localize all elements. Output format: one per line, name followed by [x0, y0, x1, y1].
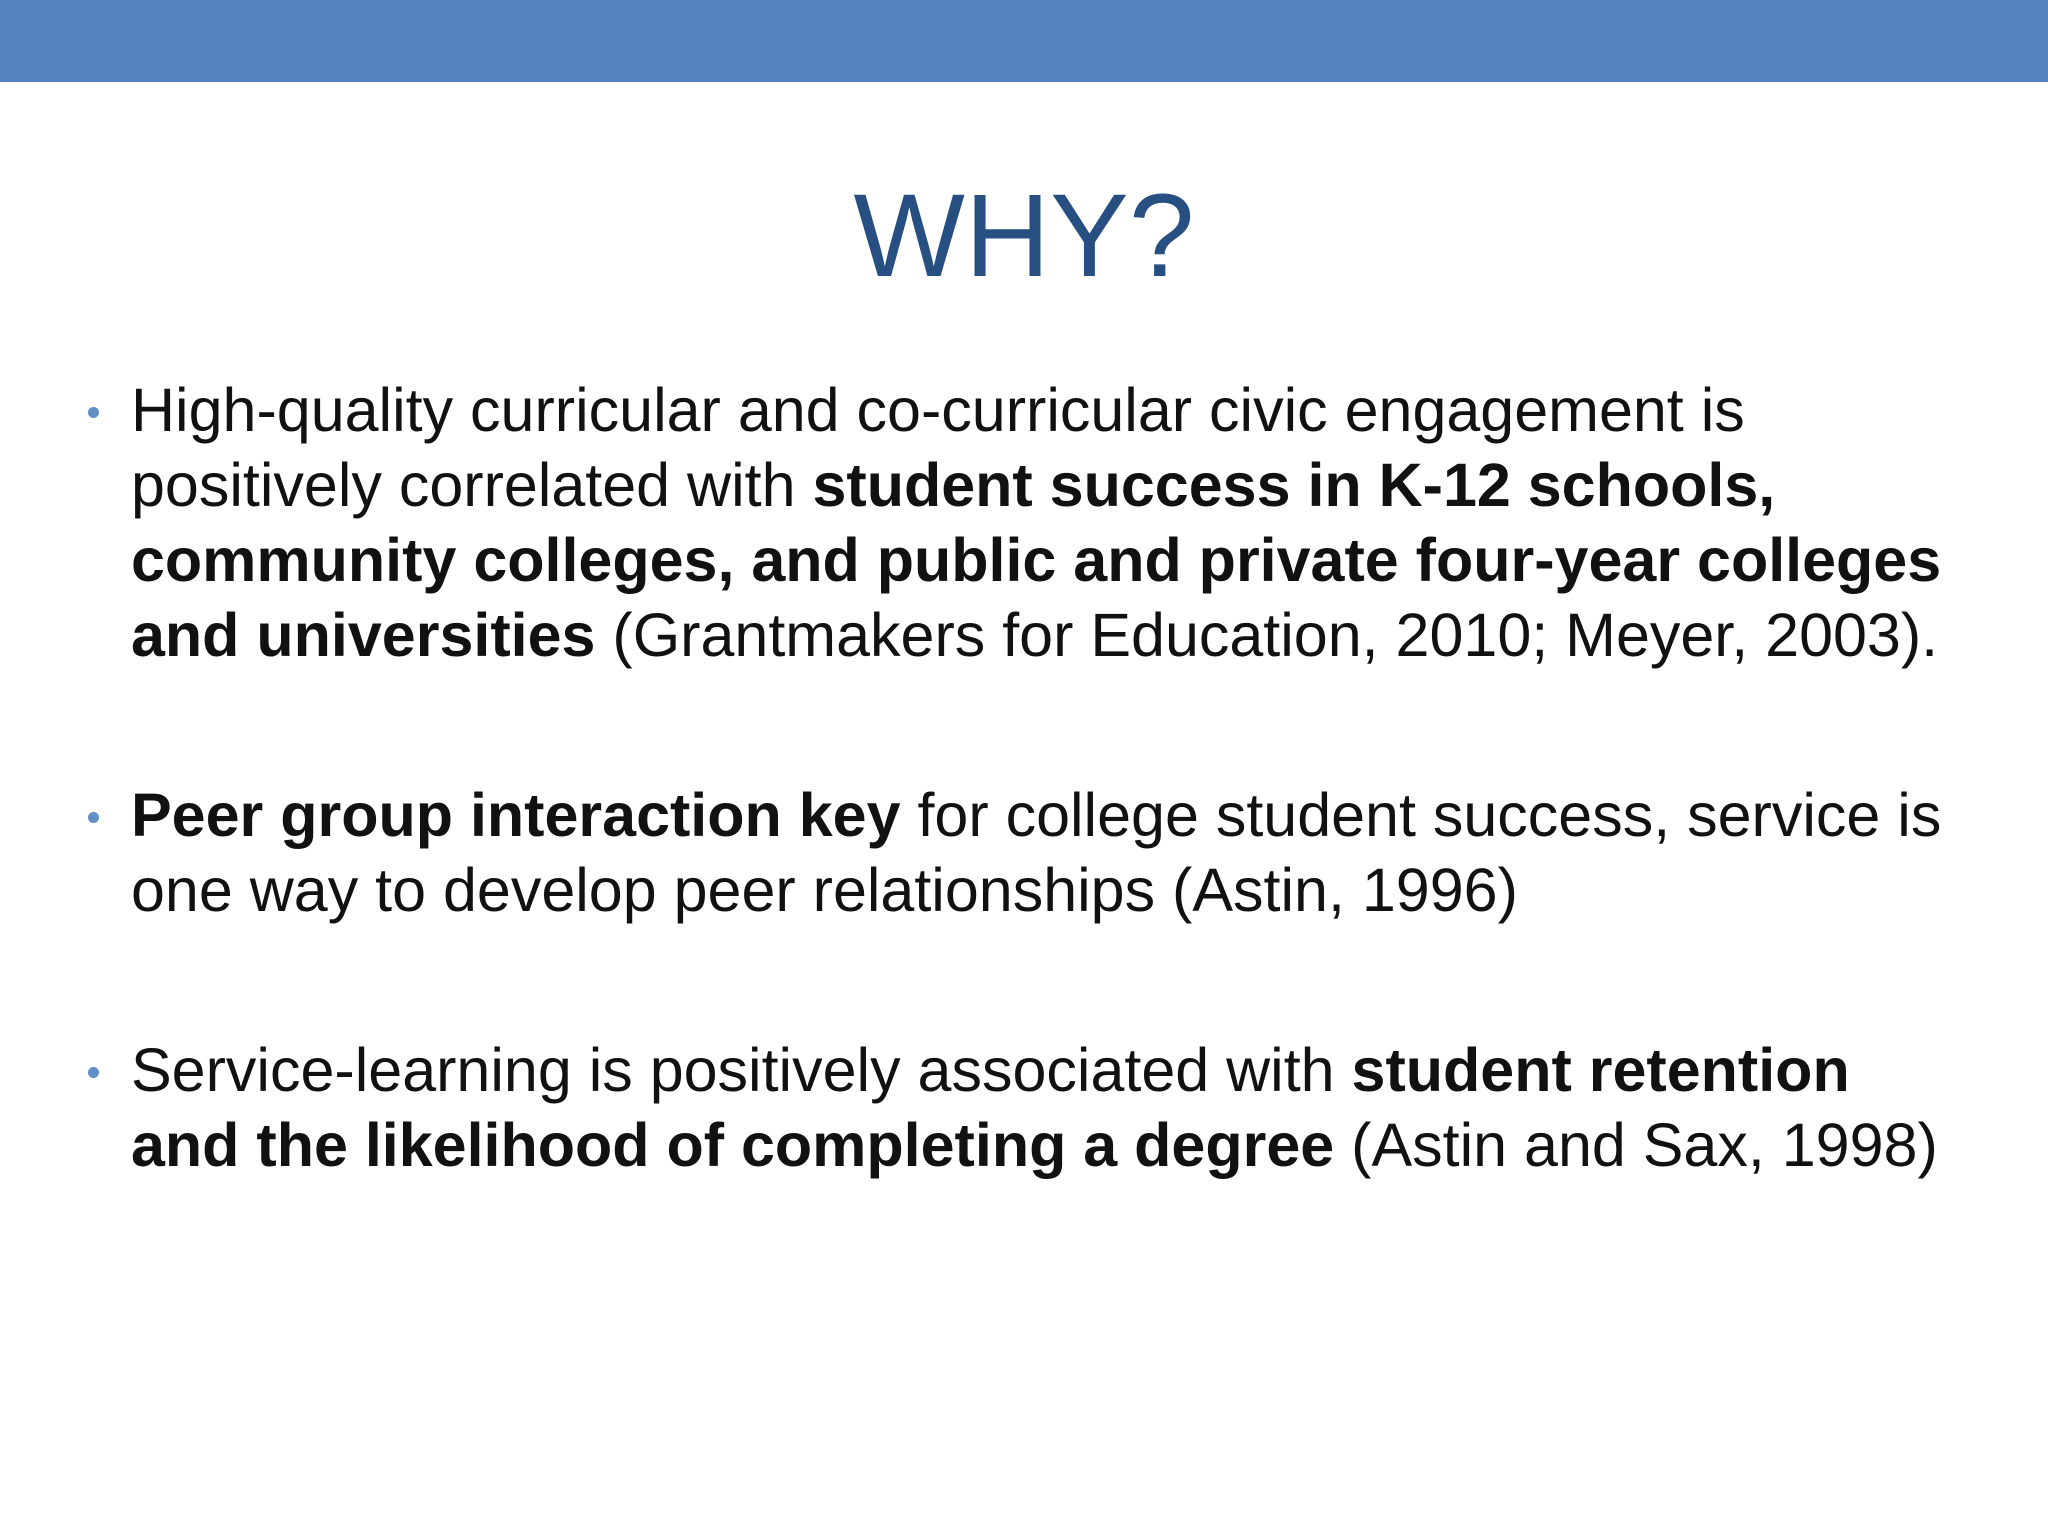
bullet-emphasis: Peer group interaction key: [131, 781, 901, 849]
bullet-citation: (Astin and Sax, 1998): [1334, 1111, 1938, 1179]
bullet-list: [131, 373, 1961, 1183]
bullet-item-civic-engagement: [131, 373, 1961, 673]
bullet-text: Service-learning is positively associated with: [131, 1036, 1352, 1104]
bullet-citation: (Grantmakers for Education, 2010; Meyer, 2003).: [595, 601, 1939, 669]
bullet-dot-icon: [88, 407, 99, 418]
slide-title: WHY?: [853, 170, 1195, 302]
bullet-item-service-learning: [131, 1033, 1961, 1183]
bullet-emphasis: student success in K-12 schools, community colleges, and public and private four-year colleges and universities: [131, 451, 1942, 669]
bullet-dot-icon: [88, 812, 99, 823]
bullet-dot-icon: [88, 1067, 99, 1078]
bullet-emphasis: student retention and the likelihood of completing a degree: [131, 1036, 1850, 1179]
bullet-citation: for college student success, service is one way to develop peer relationships (Astin, 1996): [131, 781, 1942, 924]
bullet-text: High-quality curricular and co-curricular civic engagement is positively correlated with: [131, 376, 1745, 519]
bullet-item-peer-group: [131, 778, 1961, 928]
top-accent-bar: [0, 0, 2048, 82]
